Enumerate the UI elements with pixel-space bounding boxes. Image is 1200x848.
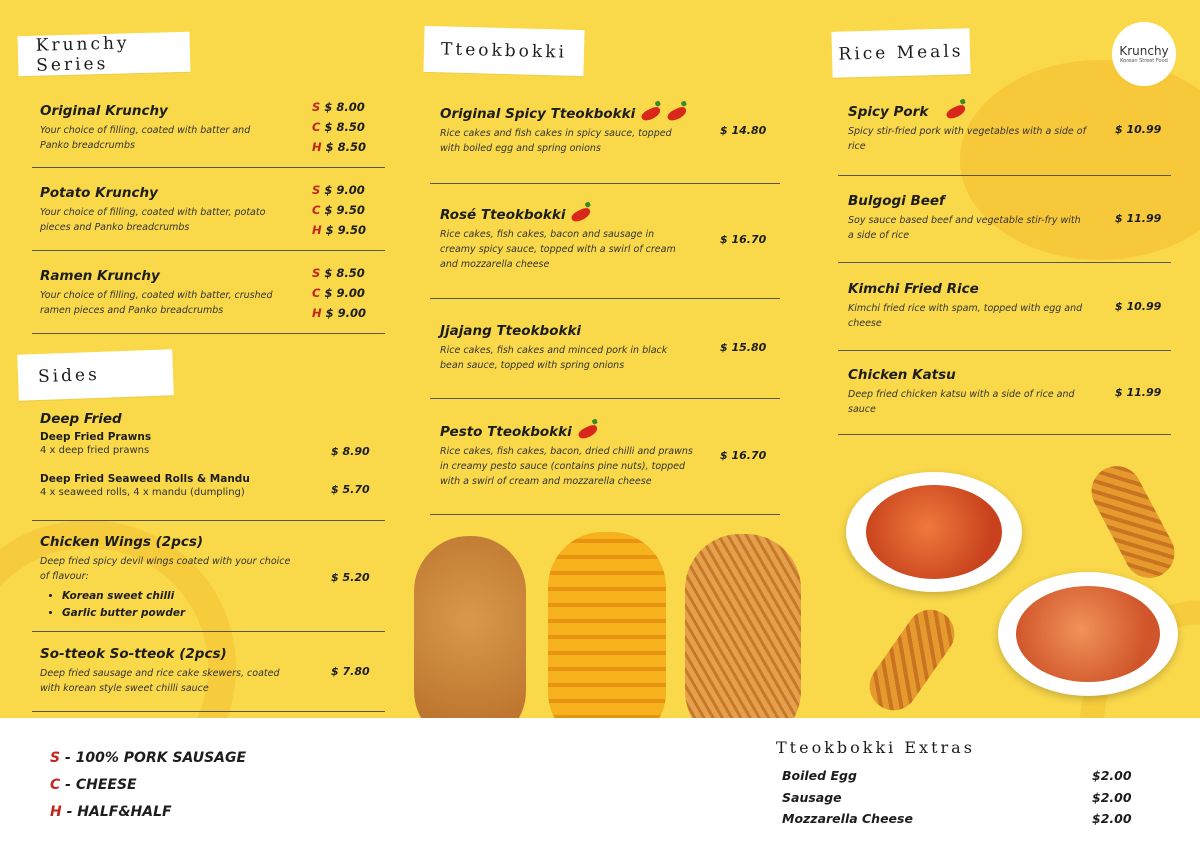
divider bbox=[32, 520, 385, 521]
menu-item-original-spicy-tteokbokki bbox=[440, 106, 690, 156]
divider bbox=[32, 250, 385, 251]
item-price: $ 5.70 bbox=[331, 483, 370, 496]
extras-title: Tteokbokki Extras bbox=[776, 738, 975, 757]
flavour-options bbox=[40, 588, 300, 622]
rose-sauce-illustration bbox=[1016, 586, 1160, 682]
item-price: $ 15.80 bbox=[720, 341, 767, 354]
menu-item-so-tteok bbox=[40, 646, 290, 696]
corndog-illustration bbox=[1083, 457, 1183, 586]
item-price: $ 7.80 bbox=[331, 665, 370, 678]
logo-text: Krunchy bbox=[1119, 44, 1169, 58]
item-description: Deep fried chicken katsu with a side of rice and sauce bbox=[848, 389, 1075, 415]
section-banner-krunchy-series bbox=[18, 32, 191, 76]
menu-item-kimchi-fried-rice bbox=[848, 281, 1088, 331]
krunchy-potato-illustration bbox=[548, 532, 666, 718]
menu-item-rose-tteokbokki bbox=[440, 207, 690, 272]
divider bbox=[430, 298, 780, 299]
item-description: Deep fried spicy devil wings coated with your choice of flavour: bbox=[40, 556, 291, 582]
item-name: Ramen Krunchy bbox=[40, 268, 160, 284]
item-name: So-tteok So-tteok (2pcs) bbox=[40, 646, 227, 662]
section-title: Rice Meals bbox=[838, 41, 964, 65]
item-description: Your choice of filling, coated with batter, potato pieces and Panko breadcrumbs bbox=[40, 207, 266, 233]
logo-subtitle: Korean Street Food bbox=[1120, 58, 1168, 64]
krunchy-original-illustration bbox=[414, 536, 526, 718]
extra-item-price: $2.00 bbox=[1092, 768, 1132, 783]
section-banner-rice-meals bbox=[831, 28, 970, 78]
item-name: Chicken Wings (2pcs) bbox=[40, 534, 204, 550]
divider bbox=[32, 711, 385, 712]
section-banner-tteokbokki bbox=[423, 26, 584, 76]
item-name: Original Spicy Tteokbokki bbox=[440, 106, 636, 122]
item-name: Potato Krunchy bbox=[40, 185, 158, 201]
menu-item-chicken-katsu bbox=[848, 367, 1088, 417]
extra-item-price: $2.00 bbox=[1092, 811, 1132, 826]
divider bbox=[32, 631, 385, 632]
item-price: $ 8.90 bbox=[331, 445, 370, 458]
flavour-option: • Garlic butter powder bbox=[62, 605, 300, 622]
item-price: $ 10.99 bbox=[1115, 123, 1162, 136]
brand-logo bbox=[1112, 22, 1176, 86]
menu-item-ramen-krunchy bbox=[40, 268, 280, 318]
divider bbox=[838, 175, 1171, 176]
item-price: $ 10.99 bbox=[1115, 300, 1162, 313]
chili-icon bbox=[945, 103, 967, 121]
tteokbokki-sauce-illustration bbox=[866, 485, 1002, 579]
item-price: $ 11.99 bbox=[1115, 386, 1162, 399]
item-price: $ 11.99 bbox=[1115, 212, 1162, 225]
divider bbox=[430, 183, 780, 184]
flavour-option: • Korean sweet chilli bbox=[62, 588, 300, 605]
chili-icon bbox=[666, 105, 688, 123]
item-description: Deep fried sausage and rice cake skewers, coated with korean style sweet chilli sauce bbox=[40, 668, 280, 694]
menu-item-potato-krunchy bbox=[40, 185, 280, 235]
divider bbox=[430, 514, 780, 515]
item-name: Rosé Tteokbokki bbox=[440, 207, 566, 223]
item-price: $ 16.70 bbox=[720, 449, 767, 462]
item-price: $ 16.70 bbox=[720, 233, 767, 246]
sub-item-name: Deep Fried Prawns bbox=[40, 431, 152, 443]
item-name: Jjajang Tteokbokki bbox=[440, 323, 582, 339]
item-description: Your choice of filling, coated with batter and Panko breadcrumbs bbox=[40, 125, 251, 151]
item-description: Rice cakes, fish cakes, bacon, dried chilli and prawns in creamy pesto sauce (contains pine nuts), topped with a swirl of cream and mozzarella cheese bbox=[440, 446, 693, 487]
section-title: Sides bbox=[37, 364, 101, 388]
section-banner-sides bbox=[17, 349, 174, 400]
item-name: Bulgogi Beef bbox=[848, 193, 945, 209]
item-prices: S $ 9.00 C $ 9.50 H $ 9.50 bbox=[312, 183, 367, 237]
item-name: Kimchi Fried Rice bbox=[848, 281, 979, 297]
item-description: Your choice of filling, coated with batter, crushed ramen pieces and Panko breadcrumbs bbox=[40, 290, 273, 316]
item-prices: S $ 8.50 C $ 9.00 H $ 9.00 bbox=[312, 266, 367, 320]
item-description: Rice cakes and fish cakes in spicy sauce, topped with boiled egg and spring onions bbox=[440, 128, 672, 154]
corndog-illustration bbox=[860, 600, 964, 718]
extra-item-name: Boiled Egg bbox=[782, 768, 857, 783]
item-description: Rice cakes, fish cakes, bacon and sausage in creamy spicy sauce, topped with a swirl of cream and mozzarella cheese bbox=[440, 229, 676, 270]
sub-item-name: Deep Fried Seaweed Rolls & Mandu bbox=[40, 473, 250, 485]
chili-icon bbox=[640, 105, 662, 123]
item-name: Spicy Pork bbox=[848, 104, 929, 120]
item-price: $ 5.20 bbox=[331, 571, 370, 584]
divider bbox=[838, 262, 1171, 263]
item-description: Kimchi fried rice with spam, topped with egg and cheese bbox=[848, 303, 1083, 329]
legend-half: H - HALF&HALF bbox=[50, 804, 172, 820]
section-title: Tteokbokki bbox=[440, 39, 568, 63]
menu-item-chicken-wings bbox=[40, 534, 300, 622]
item-name: Pesto Tteokbokki bbox=[440, 424, 572, 440]
item-name: Deep Fried bbox=[40, 411, 122, 427]
divider bbox=[32, 333, 385, 334]
menu-item-deep-fried bbox=[40, 411, 340, 500]
chili-icon bbox=[570, 206, 592, 224]
item-description: Spicy stir-fried pork with vegetables with a side of rice bbox=[848, 126, 1086, 152]
sub-item-description: 4 x deep fried prawns bbox=[40, 445, 150, 456]
footer-panel bbox=[0, 718, 1200, 848]
menu-item-spicy-pork bbox=[848, 104, 1088, 154]
divider bbox=[430, 398, 780, 399]
divider bbox=[838, 434, 1171, 435]
item-description: Rice cakes, fish cakes and minced pork in black bean sauce, topped with spring onions bbox=[440, 345, 668, 371]
item-name: Chicken Katsu bbox=[848, 367, 956, 383]
sub-item-description: 4 x seaweed rolls, 4 x mandu (dumpling) bbox=[40, 487, 245, 498]
item-description: Soy sauce based beef and vegetable stir-fry with a side of rice bbox=[848, 215, 1081, 241]
item-prices: S $ 8.00 C $ 8.50 H $ 8.50 bbox=[312, 100, 367, 154]
legend-sausage: S - 100% PORK SAUSAGE bbox=[50, 750, 247, 766]
menu-item-original-krunchy bbox=[40, 103, 270, 153]
legend-cheese: C - CHEESE bbox=[50, 777, 137, 793]
divider bbox=[32, 167, 385, 168]
menu-item-bulgogi-beef bbox=[848, 193, 1088, 243]
divider bbox=[838, 350, 1171, 351]
extra-item-name: Mozzarella Cheese bbox=[782, 811, 913, 826]
item-name: Original Krunchy bbox=[40, 103, 168, 119]
section-title: Krunchy Series bbox=[35, 33, 130, 76]
item-price: $ 14.80 bbox=[720, 124, 767, 137]
extra-item-name: Sausage bbox=[782, 790, 842, 805]
chili-icon bbox=[577, 423, 599, 441]
extra-item-price: $2.00 bbox=[1092, 790, 1132, 805]
menu-item-pesto-tteokbokki bbox=[440, 424, 695, 489]
menu-item-jjajang-tteokbokki bbox=[440, 323, 690, 373]
krunchy-ramen-illustration bbox=[685, 534, 801, 718]
